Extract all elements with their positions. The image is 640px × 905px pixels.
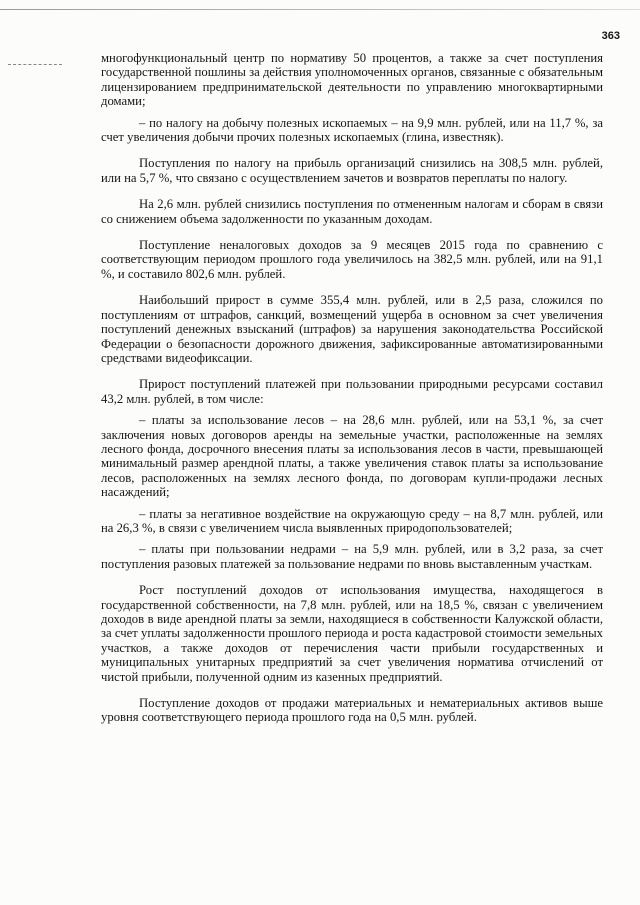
paragraph-1: многофункциональный центр по нормативу 50 процентов, а также за счет поступления государственной пошлины за действия уполномоченных органов, связанные с обязательным лицензированием предпринимательской деятельности по управлению многоквартирными домами; — [101, 51, 603, 109]
margin-mark — [8, 64, 62, 66]
scan-top-edge-line — [0, 9, 640, 10]
paragraph-11: Рост поступлений доходов от использования имущества, находящегося в государственной собственности, на 7,8 млн. рублей, или на 18,5 %, связан с увеличением доходов в виде арендной платы за земли, находящиеся в собственности Калужской области, за счет уплаты задолженности прошлого периода и роста кадастровой стоимости земельных участков, а также доходов от перечисления части прибыли государственных и муниципальных унитарных предприятий за счет увеличения норматива отчислений от чистой прибыли, полученной одним из казенных предприятий. — [101, 583, 603, 684]
paragraph-10: – платы при пользовании недрами – на 5,9 млн. рублей, или в 3,2 раза, за счет поступления разовых платежей за пользование недрами по вновь выставленным участкам. — [101, 542, 603, 571]
paragraph-2: – по налогу на добычу полезных ископаемых – на 9,9 млн. рублей, или на 11,7 %, за счет увеличения добычи прочих полезных ископаемых (глина, известняк). — [101, 115, 603, 145]
paragraph-8: – платы за использование лесов – на 28,6 млн. рублей, или на 53,1 %, за счет заключения новых договоров аренды на земельные участки, расположенные на землях лесного фонда, досрочного внесения платы за использования лесов в части, превышающей минимальный размер арендной платы, а также увеличения ставок платы за использование лесов, расположенных на землях лесного фонда, по договорам купли-продажи лесных насаждений; — [101, 413, 603, 500]
paragraph-5: Поступление неналоговых доходов за 9 месяцев 2015 года по сравнению с соответствующим периодом прошлого года увеличилось на 382,5 млн. рублей, или на 91,1 %, и составило 802,6 млн. рублей. — [101, 238, 603, 281]
paragraph-7: Прирост поступлений платежей при пользовании природными ресурсами составил 43,2 млн. рублей, в том числе: — [101, 377, 603, 406]
paragraph-3: Поступления по налогу на прибыль организаций снизились на 308,5 млн. рублей, или на 5,7 %, что связано с осуществлением зачетов и возвратов переплаты по налогу. — [101, 156, 603, 185]
paragraph-6: Наибольший прирост в сумме 355,4 млн. рублей, или в 2,5 раза, сложился по поступлениям от штрафов, санкций, возмещений ущерба в основном за счет увеличения поступлений денежных взысканий (штрафов) за нарушения законодательства Российской Федерации о безопасности дорожного движения, зафиксированные автоматизированными средствами видеофиксации. — [101, 293, 603, 365]
page-number: 363 — [601, 30, 620, 42]
paragraph-4: На 2,6 млн. рублей снизились поступления по отмененным налогам и сборам в связи со снижением объема задолженности по указанным доходам. — [101, 197, 603, 226]
paragraph-9: – платы за негативное воздействие на окружающую среду – на 8,7 млн. рублей, или на 26,3 %, в связи с увеличением числа выявленных природопользователей; — [101, 506, 603, 535]
document-body — [101, 51, 603, 725]
paragraph-12: Поступление доходов от продажи материальных и нематериальных активов выше уровня соответствующего периода прошлого года на 0,5 млн. рублей. — [101, 696, 603, 725]
